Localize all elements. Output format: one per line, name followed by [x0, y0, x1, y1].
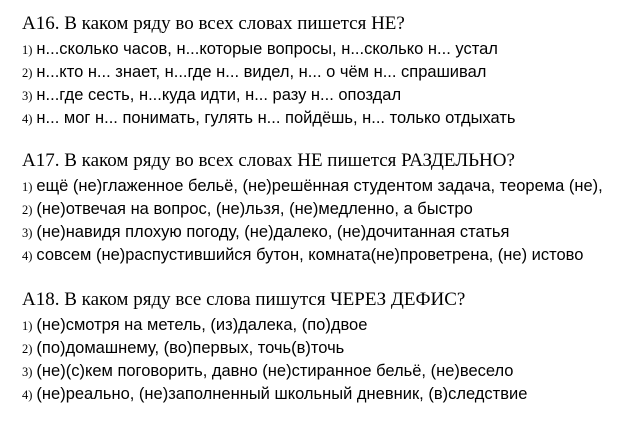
- option-text: ещё (не)глаженное бельё, (не)решённая студентом задача, теорема (не),: [36, 177, 603, 195]
- answer-option-4: [22, 383, 640, 406]
- option-text: (не)(с)кем поговорить, давно (не)стиранное бельё, (не)весело: [36, 362, 514, 380]
- option-number: 4): [22, 249, 33, 263]
- answer-option-3: [22, 360, 640, 383]
- answer-option-1: [22, 38, 640, 61]
- answer-option-3: [22, 84, 640, 107]
- answer-option-1: [22, 175, 640, 198]
- option-number: 2): [22, 66, 33, 80]
- option-text: н... мог н... понимать, гулять н... пойдёшь, н... только отдыхать: [36, 109, 516, 127]
- answer-option-1: [22, 314, 640, 337]
- option-number: 3): [22, 89, 33, 103]
- option-text: (по)домашнему, (во)первых, точь(в)точь: [36, 339, 345, 357]
- answer-option-4: [22, 107, 640, 130]
- option-number: 4): [22, 112, 33, 126]
- option-number: 1): [22, 319, 33, 333]
- option-text: (не)смотря на метель, (из)далека, (по)двое: [36, 316, 368, 334]
- question-title: A16. В каком ряду во всех словах пишется НЕ?: [22, 13, 405, 34]
- option-number: 3): [22, 365, 33, 379]
- question-a18: [22, 288, 640, 406]
- option-number: 2): [22, 342, 33, 356]
- answer-option-4: [22, 244, 640, 267]
- option-text: (не)отвечая на вопрос, (не)льзя, (не)медленно, а быстро: [36, 200, 473, 218]
- option-number: 2): [22, 203, 33, 217]
- option-number: 3): [22, 226, 33, 240]
- answer-option-3: [22, 221, 640, 244]
- option-text: (не)реально, (не)заполненный школьный дневник, (в)следствие: [36, 385, 528, 403]
- option-text: н...сколько часов, н...которые вопросы, н...сколько н... устал: [36, 40, 498, 58]
- option-text: совсем (не)распустившийся бутон, комната(не)проветрена, (не) истово: [36, 246, 584, 264]
- question-title: A17. В каком ряду во всех словах НЕ пишется РАЗДЕЛЬНО?: [22, 150, 515, 171]
- question-a16: [22, 12, 640, 130]
- option-text: н...где сесть, н...куда идти, н... разу н... опоздал: [36, 86, 402, 104]
- option-number: 1): [22, 180, 33, 194]
- option-number: 1): [22, 43, 33, 57]
- question-a17: [22, 149, 640, 267]
- option-number: 4): [22, 388, 33, 402]
- option-text: н...кто н... знает, н...где н... видел, н... о чём н... спрашивал: [36, 63, 487, 81]
- option-text: (не)навидя плохую погоду, (не)далеко, (не)дочитанная статья: [36, 223, 510, 241]
- answer-option-2: [22, 337, 640, 360]
- answer-option-2: [22, 61, 640, 84]
- question-title: A18. В каком ряду все слова пишутся ЧЕРЕЗ ДЕФИС?: [22, 289, 466, 310]
- answer-option-2: [22, 198, 640, 221]
